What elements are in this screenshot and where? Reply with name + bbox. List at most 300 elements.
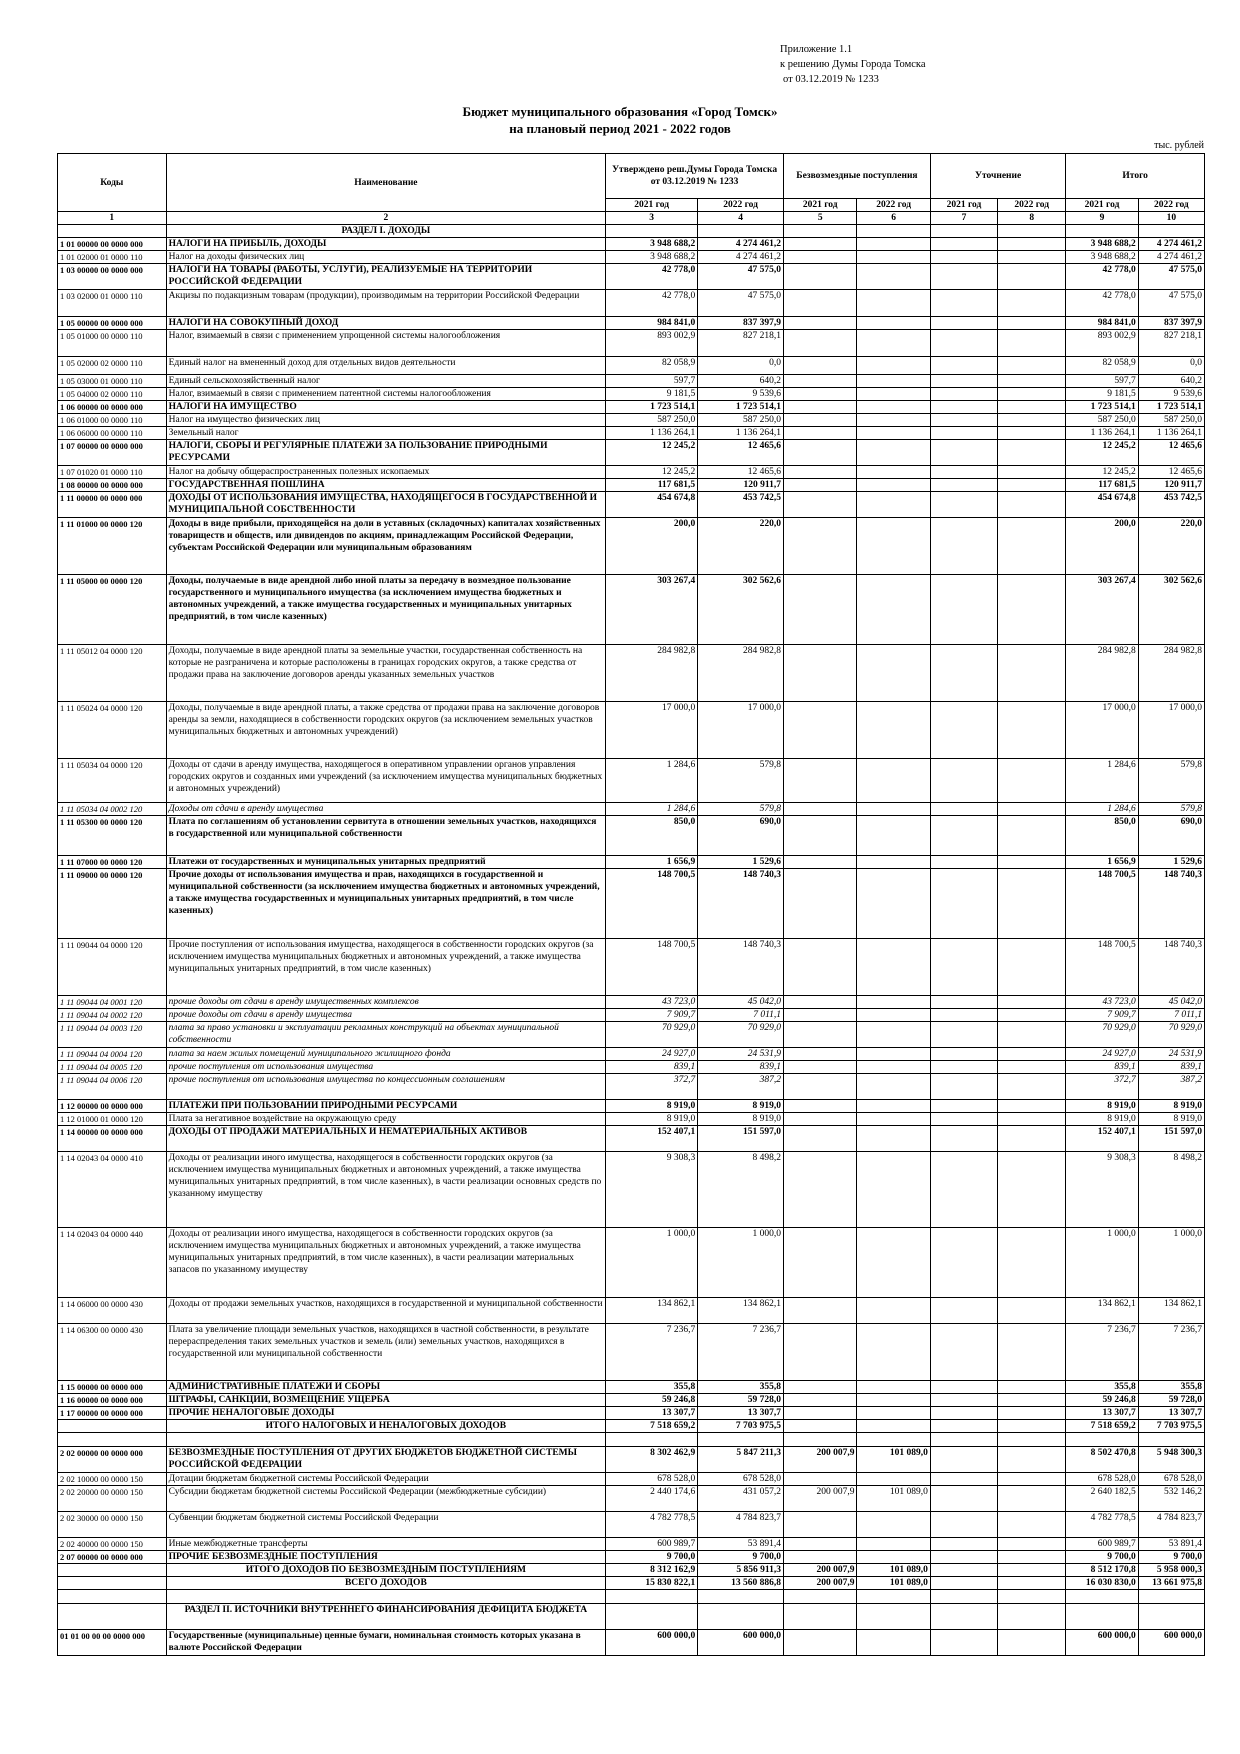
row-code: 1 12 00000 00 0000 000 — [58, 1100, 167, 1113]
row-value — [1138, 1590, 1204, 1604]
row-value: 4 274 461,2 — [698, 238, 784, 251]
row-name: Налог, взимаемый в связи с применением патентной системы налогообложения — [166, 388, 606, 401]
col-approved-header: Утверждено реш.Думы Города Томска от 03.12.2019 № 1233 — [606, 154, 784, 199]
table-row — [58, 518, 1205, 575]
row-value — [998, 290, 1066, 317]
row-value: 47 575,0 — [1138, 264, 1204, 290]
row-value: 839,1 — [1066, 1061, 1138, 1074]
row-value — [930, 1152, 997, 1228]
row-value: 7 011,1 — [698, 1009, 784, 1022]
row-value — [784, 1228, 857, 1298]
row-value: 587 250,0 — [606, 414, 698, 427]
row-value — [857, 645, 930, 702]
row-value: 12 245,2 — [1066, 466, 1138, 479]
row-value: 827 218,1 — [1138, 330, 1204, 357]
row-value: 678 528,0 — [606, 1473, 698, 1486]
row-value: 284 982,8 — [606, 645, 698, 702]
row-value: 587 250,0 — [1066, 414, 1138, 427]
row-value: 42 778,0 — [1066, 264, 1138, 290]
row-name: Доходы, получаемые в виде арендной либо иной платы за передачу в возмездное пользование государственного и муниципального имущества (за исключением имущества бюджетных и автономных учреждений, а также имущества государственных и муниципальных унитарных предприятий, в том числе казенных) — [166, 575, 606, 645]
row-value: 45 042,0 — [698, 996, 784, 1009]
row-value: 3 948 688,2 — [606, 251, 698, 264]
row-name: ИТОГО НАЛОГОВЫХ И НЕНАЛОГОВЫХ ДОХОДОВ — [166, 1420, 606, 1433]
row-value — [784, 388, 857, 401]
row-value — [857, 1512, 930, 1538]
row-value: 7 703 975,5 — [698, 1420, 784, 1433]
row-value — [930, 1074, 997, 1100]
row-value — [930, 414, 997, 427]
row-code: 1 05 00000 00 0000 000 — [58, 317, 167, 330]
row-name: Акцизы по подакцизным товарам (продукции), производимым на территории Российской Федерации — [166, 290, 606, 317]
row-value — [998, 388, 1066, 401]
row-value — [784, 1113, 857, 1126]
row-value: 17 000,0 — [606, 702, 698, 759]
row-value — [930, 1228, 997, 1298]
row-value: 355,8 — [606, 1381, 698, 1394]
row-value: 53 891,4 — [698, 1538, 784, 1551]
row-name — [166, 1590, 606, 1604]
row-value — [784, 375, 857, 388]
row-value: 7 011,1 — [1138, 1009, 1204, 1022]
row-value: 303 267,4 — [1066, 575, 1138, 645]
row-value: 579,8 — [1138, 759, 1204, 803]
row-value: 151 597,0 — [698, 1126, 784, 1152]
row-value — [930, 518, 997, 575]
row-value — [784, 1048, 857, 1061]
col-total-header: Итого — [1066, 154, 1205, 199]
row-value — [784, 401, 857, 414]
row-value: 3 948 688,2 — [606, 238, 698, 251]
row-code: 1 11 09044 04 0003 120 — [58, 1022, 167, 1048]
row-value — [930, 1407, 997, 1420]
row-value — [930, 1113, 997, 1126]
row-value — [1138, 1604, 1204, 1630]
table-row — [58, 1590, 1205, 1604]
row-value: 120 911,7 — [698, 479, 784, 492]
row-name: Земельный налог — [166, 427, 606, 440]
row-value: 302 562,6 — [1138, 575, 1204, 645]
row-value — [857, 440, 930, 466]
row-value: 200 007,9 — [784, 1564, 857, 1577]
table-row — [58, 1407, 1205, 1420]
row-value: 453 742,5 — [1138, 492, 1204, 518]
table-row — [58, 1022, 1205, 1048]
row-value: 59 728,0 — [698, 1394, 784, 1407]
row-value — [930, 1009, 997, 1022]
row-name: НАЛОГИ НА ТОВАРЫ (РАБОТЫ, УСЛУГИ), РЕАЛИЗУЕМЫЕ НА ТЕРРИТОРИИ РОССИЙСКОЙ ФЕДЕРАЦИИ — [166, 264, 606, 290]
row-value — [698, 1433, 784, 1447]
row-value — [998, 264, 1066, 290]
row-value — [857, 1473, 930, 1486]
row-value — [857, 427, 930, 440]
row-value — [998, 1420, 1066, 1433]
col-number: 7 — [930, 212, 997, 225]
row-value — [998, 1551, 1066, 1564]
row-value — [998, 1394, 1066, 1407]
row-value — [784, 1126, 857, 1152]
row-value — [784, 1433, 857, 1447]
row-value — [930, 1298, 997, 1324]
row-code: 1 05 04000 02 0000 110 — [58, 388, 167, 401]
row-value: 4 274 461,2 — [1138, 251, 1204, 264]
row-value — [998, 575, 1066, 645]
row-value: 8 498,2 — [1138, 1152, 1204, 1228]
row-value — [784, 1022, 857, 1048]
row-value — [857, 816, 930, 856]
row-value: 15 830 822,1 — [606, 1577, 698, 1590]
row-code: 1 06 00000 00 0000 000 — [58, 401, 167, 414]
table-row — [58, 1100, 1205, 1113]
row-code: 1 03 00000 00 0000 000 — [58, 264, 167, 290]
row-value: 101 089,0 — [857, 1447, 930, 1473]
row-value — [606, 225, 698, 238]
row-value — [857, 1538, 930, 1551]
year-2021-header: 2021 год — [784, 199, 857, 212]
row-value — [1138, 1433, 1204, 1447]
row-value: 8 919,0 — [606, 1100, 698, 1113]
table-row — [58, 388, 1205, 401]
row-name: Доходы от реализации иного имущества, находящегося в собственности городских округов (за исключением имущества муниципальных бюджетных и автономных учреждений, а также имущества муниципальных унитарных предприятий, в том числе казенных), в части реализации материальных запасов по указанному имуществу — [166, 1228, 606, 1298]
row-value: 200 007,9 — [784, 1577, 857, 1590]
row-value: 200,0 — [606, 518, 698, 575]
row-value: 9 308,3 — [606, 1152, 698, 1228]
table-row — [58, 1564, 1205, 1577]
year-2022-header: 2022 год — [1138, 199, 1204, 212]
row-value: 1 136 264,1 — [1138, 427, 1204, 440]
row-value — [857, 251, 930, 264]
row-value: 1 136 264,1 — [1066, 427, 1138, 440]
row-value: 43 723,0 — [1066, 996, 1138, 1009]
row-code: 1 14 00000 00 0000 000 — [58, 1126, 167, 1152]
row-value — [930, 1577, 997, 1590]
row-value: 13 661 975,8 — [1138, 1577, 1204, 1590]
row-value: 9 539,6 — [698, 388, 784, 401]
row-value — [784, 575, 857, 645]
table-row — [58, 466, 1205, 479]
table-row — [58, 1512, 1205, 1538]
row-value: 837 397,9 — [698, 317, 784, 330]
row-value: 45 042,0 — [1138, 996, 1204, 1009]
row-value — [930, 816, 997, 856]
row-code: 01 01 00 00 00 0000 000 — [58, 1630, 167, 1656]
row-value — [998, 816, 1066, 856]
row-code: 1 05 01000 00 0000 110 — [58, 330, 167, 357]
table-row — [58, 238, 1205, 251]
row-code: 1 05 02000 02 0000 110 — [58, 357, 167, 375]
row-value: 148 700,5 — [1066, 939, 1138, 996]
row-value: 1 000,0 — [1138, 1228, 1204, 1298]
row-value: 284 982,8 — [1138, 645, 1204, 702]
row-value — [930, 869, 997, 939]
row-code: 1 01 00000 00 0000 000 — [58, 238, 167, 251]
row-value — [998, 1630, 1066, 1656]
budget-table — [57, 153, 1205, 1656]
row-code: 1 16 00000 00 0000 000 — [58, 1394, 167, 1407]
row-value — [998, 1486, 1066, 1512]
row-value: 1 723 514,1 — [1138, 401, 1204, 414]
row-code: 2 02 20000 00 0000 150 — [58, 1486, 167, 1512]
row-value: 1 136 264,1 — [606, 427, 698, 440]
row-value — [998, 466, 1066, 479]
row-value: 827 218,1 — [698, 330, 784, 357]
row-value — [930, 225, 997, 238]
row-value — [857, 1433, 930, 1447]
row-name: Единый сельскохозяйственный налог — [166, 375, 606, 388]
row-value — [998, 238, 1066, 251]
row-value — [857, 414, 930, 427]
row-value — [998, 1100, 1066, 1113]
row-value — [784, 1512, 857, 1538]
row-value: 850,0 — [1066, 816, 1138, 856]
row-value — [857, 225, 930, 238]
row-value: 70 929,0 — [698, 1022, 784, 1048]
table-row — [58, 290, 1205, 317]
row-value: 24 927,0 — [1066, 1048, 1138, 1061]
row-code: 1 06 06000 00 0000 110 — [58, 427, 167, 440]
row-value — [998, 1538, 1066, 1551]
row-code: 1 11 05000 00 0000 120 — [58, 575, 167, 645]
table-row — [58, 225, 1205, 238]
row-value — [857, 317, 930, 330]
table-row — [58, 414, 1205, 427]
row-value — [784, 816, 857, 856]
table-row — [58, 330, 1205, 357]
row-value: 152 407,1 — [606, 1126, 698, 1152]
row-code — [58, 1420, 167, 1433]
row-value — [930, 479, 997, 492]
row-code: 1 11 05024 04 0000 120 — [58, 702, 167, 759]
row-value — [998, 330, 1066, 357]
row-name: ИТОГО ДОХОДОВ ПО БЕЗВОЗМЕЗДНЫМ ПОСТУПЛЕНИЯМ — [166, 1564, 606, 1577]
row-name: РАЗДЕЛ I. ДОХОДЫ — [166, 225, 606, 238]
row-value: 82 058,9 — [606, 357, 698, 375]
appendix-reference — [780, 42, 926, 87]
row-value — [930, 1630, 997, 1656]
row-value — [698, 1604, 784, 1630]
row-value: 8 919,0 — [1138, 1113, 1204, 1126]
row-value: 1 529,6 — [698, 856, 784, 869]
row-name: Плата за увеличение площади земельных участков, находящихся в частной собственности, в результате перераспределения таких земельных участков и земель (или) земельных участков, находящихся в государственной или муниципальной собственности — [166, 1324, 606, 1381]
row-value: 5 958 000,3 — [1138, 1564, 1204, 1577]
row-value: 8 919,0 — [1066, 1100, 1138, 1113]
row-value: 12 245,2 — [606, 440, 698, 466]
row-value: 893 002,9 — [606, 330, 698, 357]
row-value: 600 000,0 — [698, 1630, 784, 1656]
row-value — [998, 1152, 1066, 1228]
row-value: 984 841,0 — [1066, 317, 1138, 330]
row-value — [930, 1486, 997, 1512]
table-row — [58, 317, 1205, 330]
row-value — [857, 1590, 930, 1604]
row-name: Доходы в виде прибыли, приходящейся на доли в уставных (складочных) капиталах хозяйственных товариществ и обществ, или дивидендов по акциям, принадлежащим Российской Федерации, субъектам Российской Федерации или муниципальным образованиям — [166, 518, 606, 575]
table-row — [58, 816, 1205, 856]
row-name: Доходы от реализации иного имущества, находящегося в собственности городских округов (за исключением имущества муниципальных бюджетных и автономных учреждений, а также имущества муниципальных унитарных предприятий, в том числе казенных), в части реализации основных средств по указанному имуществу — [166, 1152, 606, 1228]
row-value — [784, 357, 857, 375]
row-value — [857, 1228, 930, 1298]
row-code: 1 05 03000 01 0000 110 — [58, 375, 167, 388]
row-code: 1 07 00000 00 0000 000 — [58, 440, 167, 466]
row-value: 4 274 461,2 — [698, 251, 784, 264]
row-value — [930, 1564, 997, 1577]
table-row — [58, 1538, 1205, 1551]
row-value — [784, 1152, 857, 1228]
row-value — [998, 225, 1066, 238]
row-code: 1 11 09044 04 0004 120 — [58, 1048, 167, 1061]
row-value — [930, 290, 997, 317]
table-body — [58, 225, 1205, 1656]
row-name: ПРОЧИЕ НЕНАЛОГОВЫЕ ДОХОДЫ — [166, 1407, 606, 1420]
row-value: 9 700,0 — [1066, 1551, 1138, 1564]
row-value: 0,0 — [1138, 357, 1204, 375]
table-row — [58, 401, 1205, 414]
row-value — [930, 996, 997, 1009]
row-value: 5 847 211,3 — [698, 1447, 784, 1473]
row-value — [998, 1228, 1066, 1298]
row-code: 1 06 01000 00 0000 110 — [58, 414, 167, 427]
row-value: 8 919,0 — [1066, 1113, 1138, 1126]
row-value: 372,7 — [606, 1074, 698, 1100]
row-name: плата за наем жилых помещений муниципального жилищного фонда — [166, 1048, 606, 1061]
row-value: 1 136 264,1 — [698, 427, 784, 440]
row-value — [998, 357, 1066, 375]
table-row — [58, 1577, 1205, 1590]
row-value: 7 236,7 — [1066, 1324, 1138, 1381]
row-value — [857, 759, 930, 803]
col-codes-header: Коды — [58, 154, 167, 212]
row-value: 9 700,0 — [1138, 1551, 1204, 1564]
row-value — [698, 1590, 784, 1604]
row-value: 148 700,5 — [606, 939, 698, 996]
row-value — [784, 1590, 857, 1604]
appendix-line-3: от 03.12.2019 № 1233 — [783, 74, 879, 85]
row-value: 984 841,0 — [606, 317, 698, 330]
row-value: 117 681,5 — [1066, 479, 1138, 492]
row-value — [606, 1590, 698, 1604]
col-number: 6 — [857, 212, 930, 225]
row-value: 454 674,8 — [606, 492, 698, 518]
row-value: 579,8 — [698, 759, 784, 803]
row-value: 302 562,6 — [698, 575, 784, 645]
row-value: 7 703 975,5 — [1138, 1420, 1204, 1433]
row-value — [930, 1381, 997, 1394]
row-value — [857, 238, 930, 251]
row-value — [784, 1009, 857, 1022]
row-value: 200,0 — [1066, 518, 1138, 575]
table-header — [58, 154, 1205, 225]
row-value — [857, 1100, 930, 1113]
table-row — [58, 856, 1205, 869]
row-value — [930, 264, 997, 290]
col-name-header: Наименование — [166, 154, 606, 212]
table-row — [58, 264, 1205, 290]
table-row — [58, 1447, 1205, 1473]
row-value: 9 308,3 — [1066, 1152, 1138, 1228]
row-name: Плата по соглашениям об установлении сервитута в отношении земельных участков, находящихся в государственной или муниципальной собственности — [166, 816, 606, 856]
row-value: 148 700,5 — [606, 869, 698, 939]
row-value — [930, 856, 997, 869]
year-2021-header: 2021 год — [1066, 199, 1138, 212]
table-row — [58, 1604, 1205, 1630]
row-value: 355,8 — [1066, 1381, 1138, 1394]
row-value: 13 560 886,8 — [698, 1577, 784, 1590]
row-value: 8 302 462,9 — [606, 1447, 698, 1473]
row-value — [784, 238, 857, 251]
row-value: 148 740,3 — [698, 939, 784, 996]
row-value: 640,2 — [698, 375, 784, 388]
row-value — [857, 1324, 930, 1381]
row-value: 7 236,7 — [606, 1324, 698, 1381]
row-value: 839,1 — [698, 1061, 784, 1074]
row-value — [930, 466, 997, 479]
row-value — [784, 1061, 857, 1074]
row-value: 148 740,3 — [1138, 869, 1204, 939]
row-value: 42 778,0 — [606, 290, 698, 317]
row-value: 597,7 — [606, 375, 698, 388]
table-row — [58, 1324, 1205, 1381]
row-value: 579,8 — [1138, 803, 1204, 816]
col-number: 4 — [698, 212, 784, 225]
row-code: 1 14 06300 00 0000 430 — [58, 1324, 167, 1381]
row-value — [930, 1551, 997, 1564]
row-value — [998, 1447, 1066, 1473]
row-value: 893 002,9 — [1066, 330, 1138, 357]
row-value: 1 284,6 — [606, 803, 698, 816]
row-value — [784, 869, 857, 939]
row-value: 3 948 688,2 — [1066, 251, 1138, 264]
year-2021-header: 2021 год — [606, 199, 698, 212]
row-code — [58, 225, 167, 238]
row-value — [784, 290, 857, 317]
row-value: 148 740,3 — [1138, 939, 1204, 996]
row-value: 600 989,7 — [1066, 1538, 1138, 1551]
row-name: ГОСУДАРСТВЕННАЯ ПОШЛИНА — [166, 479, 606, 492]
row-value — [930, 1433, 997, 1447]
row-value — [784, 414, 857, 427]
row-value: 12 245,2 — [606, 466, 698, 479]
row-value: 4 782 778,5 — [606, 1512, 698, 1538]
row-name: Налог на имущество физических лиц — [166, 414, 606, 427]
row-value: 12 465,6 — [1138, 440, 1204, 466]
row-name: ВСЕГО ДОХОДОВ — [166, 1577, 606, 1590]
row-value — [1066, 1590, 1138, 1604]
row-code: 1 14 02043 04 0000 410 — [58, 1152, 167, 1228]
row-code: 1 08 00000 00 0000 000 — [58, 479, 167, 492]
row-name: Дотации бюджетам бюджетной системы Российской Федерации — [166, 1473, 606, 1486]
col-number: 9 — [1066, 212, 1138, 225]
row-value — [998, 317, 1066, 330]
row-value — [784, 225, 857, 238]
row-value: 8 502 470,8 — [1066, 1447, 1138, 1473]
row-code — [58, 1433, 167, 1447]
row-code: 1 17 00000 00 0000 000 — [58, 1407, 167, 1420]
row-value: 4 274 461,2 — [1138, 238, 1204, 251]
row-name: ДОХОДЫ ОТ ИСПОЛЬЗОВАНИЯ ИМУЩЕСТВА, НАХОДЯЩЕГОСЯ В ГОСУДАРСТВЕННОЙ И МУНИЦИПАЛЬНОЙ СОБСТВЕННОСТИ — [166, 492, 606, 518]
row-name: Налог на добычу общераспространенных полезных ископаемых — [166, 466, 606, 479]
row-value: 4 782 778,5 — [1066, 1512, 1138, 1538]
row-value: 134 862,1 — [1066, 1298, 1138, 1324]
row-value: 4 784 823,7 — [698, 1512, 784, 1538]
row-value: 59 246,8 — [1066, 1394, 1138, 1407]
row-code: 2 02 10000 00 0000 150 — [58, 1473, 167, 1486]
row-value — [998, 518, 1066, 575]
row-value — [784, 1604, 857, 1630]
row-value: 5 856 911,3 — [698, 1564, 784, 1577]
table-row — [58, 1152, 1205, 1228]
row-code — [58, 1590, 167, 1604]
row-value — [998, 1564, 1066, 1577]
row-value: 1 656,9 — [606, 856, 698, 869]
row-value: 9 539,6 — [1138, 388, 1204, 401]
